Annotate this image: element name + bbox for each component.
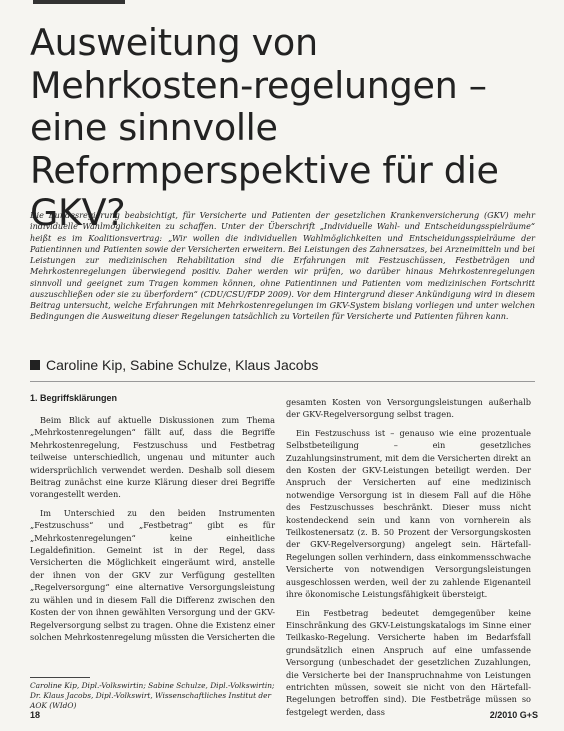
section-heading: 1. Begriffsklärungen: [30, 393, 118, 403]
paragraph: Im Unterschied zu den beiden Instrumenten „Festzuschuss“ und „Festbetrag“ gibt es für „Mehrkostenregelungen“ keine einheitliche Legaldefinition. Gemeint ist in der Regel, dass Versicherten die Möglichkeit eingeräumt wird, anstelle der ihnen von der GKV zur Verfügung gestellten „Regelversorgung“ eine alternative Versorgungsleistung zu wählen und in diesem Fall die Differenz zwischen den Kosten der von ihnen gewählten Versorgung und der GKV-Regelversorgung selbst zu tragen. Ohne die Existenz einer solchen Mehrkostenregelung müssten die Versicherten die: [30, 507, 275, 642]
footnote-rule: [30, 677, 90, 678]
authors-text: Caroline Kip, Sabine Schulze, Klaus Jacobs: [46, 357, 319, 373]
paragraph: Beim Blick auf aktuelle Diskussionen zum Thema „Mehrkostenregelungen“ fällt auf, dass die Begriffe Mehrkostenregelung, Festzuschuss und Festbetrag teilweise unterschiedlich, ungenau und mitunter auch widersprüchlich verwendet werden. Deshalb soll diesem Beitrag zunächst eine kurze Klärung dieser drei Begriffe vorangestellt werden.: [30, 415, 275, 500]
footnote: Caroline Kip, Dipl.-Volkswirtin; Sabine Schulze, Dipl.-Volkswirtin; Dr. Klaus Jacobs, Dipl.-Volkswirt, Wissenschaftliches Institut der AOK (WIdO): [30, 681, 275, 710]
paragraph: Ein Festzuschuss ist – genauso wie eine prozentuale Selbstbeteiligung – ein gesetzliches Zuzahlungsinstrument, mit dem die Versicherten direkt an den Kosten der GKV-Leistungen beteiligt werden. Der Anspruch der Versicherten auf eine medizinisch notwendige Versorgung ist in diesem Fall auf die Höhe des Festzuschusses beschränkt. Dieser muss nicht kostendeckend sein und kann von vornherein als Teilkostenersatz (z. B. 50 Prozent der Versorgungskosten der GKV-Regelversorgung) angelegt sein. Härtefall-Regelungen sollen verhindern, dass einkommensschwache Versicherte von notwendigen Versorgungsleistungen ausgeschlossen werden, weil der zu zahlende Eigenanteil ihre ökonomische Leistungsfähigkeit übersteigt.: [286, 427, 531, 600]
bullet-square-icon: [30, 360, 40, 370]
section-divider: [30, 381, 535, 382]
paragraph: Ein Festbetrag bedeutet demgegenüber keine Einschränkung des GKV-Leistungskatalogs im Sinne einer Teilkasko-Regelung. Versicherte haben im Bedarfsfall grundsätzlich einen Anspruch auf eine umfassende Versorgung (unbeschadet der gesetzlichen Zuzahlungen, die Versicherte bei der Inanspruchnahme von Leistungen entrichten müssen, soweit sie nicht von den Härtefall-Regelungen betroffen sind). Die Festbeträge müssen so festgelegt werden, dass: [286, 607, 531, 717]
paragraph: gesamten Kosten von Versorgungsleistungen außerhalb der GKV-Regelversorgung selbst tragen.: [286, 397, 531, 420]
author-line: [30, 356, 535, 374]
header-rule: [33, 0, 125, 4]
page-number: 18: [30, 710, 41, 720]
issue-label: 2/2010 G+S: [489, 710, 538, 720]
article-title: Ausweitung von Mehrkosten-regelungen – eine sinnvolle Reformperspektive für die GKV?: [30, 21, 499, 234]
abstract: Die Bundesregierung beabsichtigt, für Versicherte und Patienten der gesetzlichen Krankenversicherung (GKV) mehr individuelle Wahlmöglichkeiten zu schaffen. Unter der Überschrift „Individuelle Wahl- und Entscheidungsspielräume“ heißt es im Koalitionsvertrag: „Wir wollen die individuellen Wahlmöglichkeiten und Entscheidungsspielräume der Patientinnen und Patienten sowie der Versicherten erweitern. Bei Leistungen des Zahnersatzes, bei Arzneimitteln und bei Leistungen zur medizinischen Rehabilitation sind die Erfahrungen mit Festzuschüssen, Festbeträgen und Mehrkostenregelungen überwiegend positiv. Daher werden wir prüfen, wo darüber hinaus Mehrkostenregelungen sinnvoll und geeignet zum Tragen kommen können, ohne Patientinnen und Patienten vom medizinischen Fortschritt auszuschließen oder sie zu überfordern“ (CDU/CSU/FDP 2009). Vor dem Hintergrund dieser Ankündigung wird in diesem Beitrag untersucht, welche Erfahrungen mit Mehrkostenregelungen im GKV-System bislang vorliegen und unter welchen Bedingungen die Ausweitung dieser Regelungen tatsächlich zu Vorteilen für Versicherte und Patienten führen kann.: [30, 210, 535, 322]
left-column: [30, 392, 275, 697]
